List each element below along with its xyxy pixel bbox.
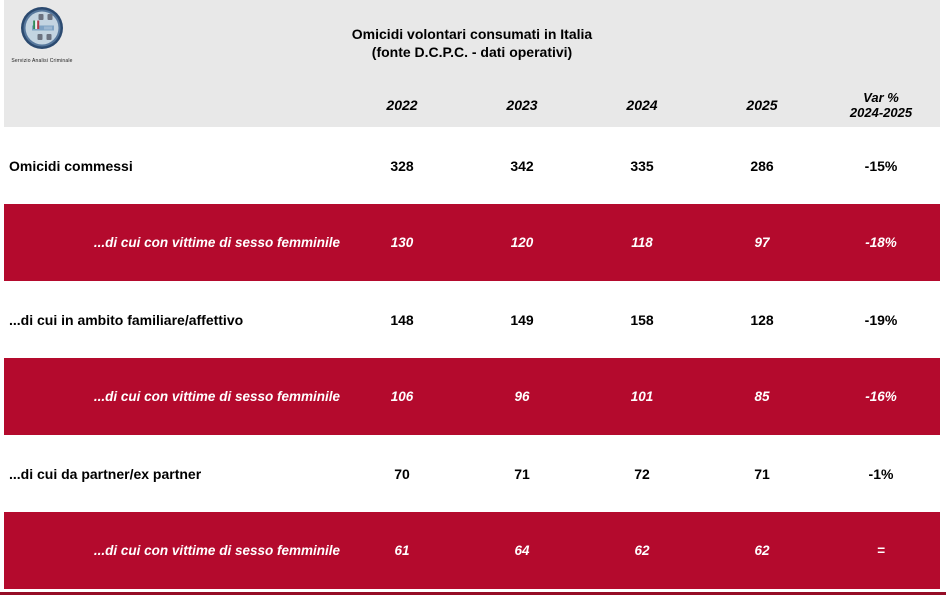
column-header-2024: 2024	[626, 97, 658, 113]
table-row-vittime-femminili	[4, 204, 940, 281]
cell-value: 342	[510, 157, 534, 174]
row-label: ...di cui con vittime di sesso femminile	[93, 543, 340, 558]
title-line-2: (fonte D.C.P.C. - dati operativi)	[371, 44, 573, 60]
cell-value: 328	[390, 157, 414, 174]
column-header-var	[822, 90, 940, 120]
cell-value: 106	[390, 389, 414, 404]
table-row-omicidi-commessi	[4, 127, 940, 204]
table-row-ambito-familiare	[4, 281, 940, 358]
column-header-2022: 2022	[386, 97, 418, 113]
cell-value: 61	[394, 543, 410, 558]
cell-value: 97	[754, 235, 770, 250]
column-header-2025: 2025	[746, 97, 778, 113]
row-label: ...di cui in ambito familiare/affettivo	[9, 311, 244, 328]
cell-value: 130	[390, 235, 414, 250]
cell-value: 70	[394, 465, 410, 482]
row-label: ...di cui con vittime di sesso femminile	[93, 235, 340, 250]
title-line-1: Omicidi volontari consumati in Italia	[351, 26, 593, 42]
cell-variation: -1%	[868, 465, 894, 482]
cell-value: 158	[630, 311, 654, 328]
table-row-vittime-femminili	[4, 512, 940, 589]
cell-variation: =	[877, 543, 885, 558]
table-row-partner-ex-partner	[4, 435, 940, 512]
cell-variation: -15%	[864, 157, 898, 174]
cell-value: 72	[634, 465, 650, 482]
column-headers	[4, 90, 940, 120]
cell-value: 101	[630, 389, 654, 404]
cell-value: 128	[750, 311, 774, 328]
logo-caption: Servizio Analisi Criminale	[11, 58, 73, 64]
cell-value: 118	[631, 235, 653, 250]
cell-value: 64	[514, 543, 530, 558]
table-header-band	[4, 0, 940, 127]
cell-value: 96	[514, 389, 530, 404]
cell-value: 120	[510, 235, 534, 250]
page-title	[4, 0, 940, 61]
cell-value: 85	[754, 389, 770, 404]
row-label: ...di cui da partner/ex partner	[9, 465, 202, 482]
column-header-2023: 2023	[506, 97, 538, 113]
row-label: ...di cui con vittime di sesso femminile	[93, 389, 340, 404]
var-label-line-1: Var %	[863, 90, 899, 105]
var-label-line-2: 2024-2025	[849, 105, 913, 120]
cell-value: 62	[754, 543, 770, 558]
row-label: Omicidi commessi	[9, 157, 133, 174]
cell-value: 62	[634, 543, 650, 558]
table-row-vittime-femminili	[4, 358, 940, 435]
cell-variation: -16%	[865, 389, 897, 404]
police-badge-icon	[18, 6, 66, 52]
servizio-analisi-criminale-logo	[10, 6, 74, 64]
table-bottom-border	[0, 592, 946, 595]
cell-value: 149	[510, 311, 534, 328]
cell-variation: -18%	[865, 235, 897, 250]
cell-variation: -19%	[864, 311, 898, 328]
cell-value: 71	[514, 465, 530, 482]
cell-value: 286	[750, 157, 774, 174]
cell-value: 71	[754, 465, 770, 482]
cell-value: 335	[630, 157, 654, 174]
cell-value: 148	[390, 311, 414, 328]
